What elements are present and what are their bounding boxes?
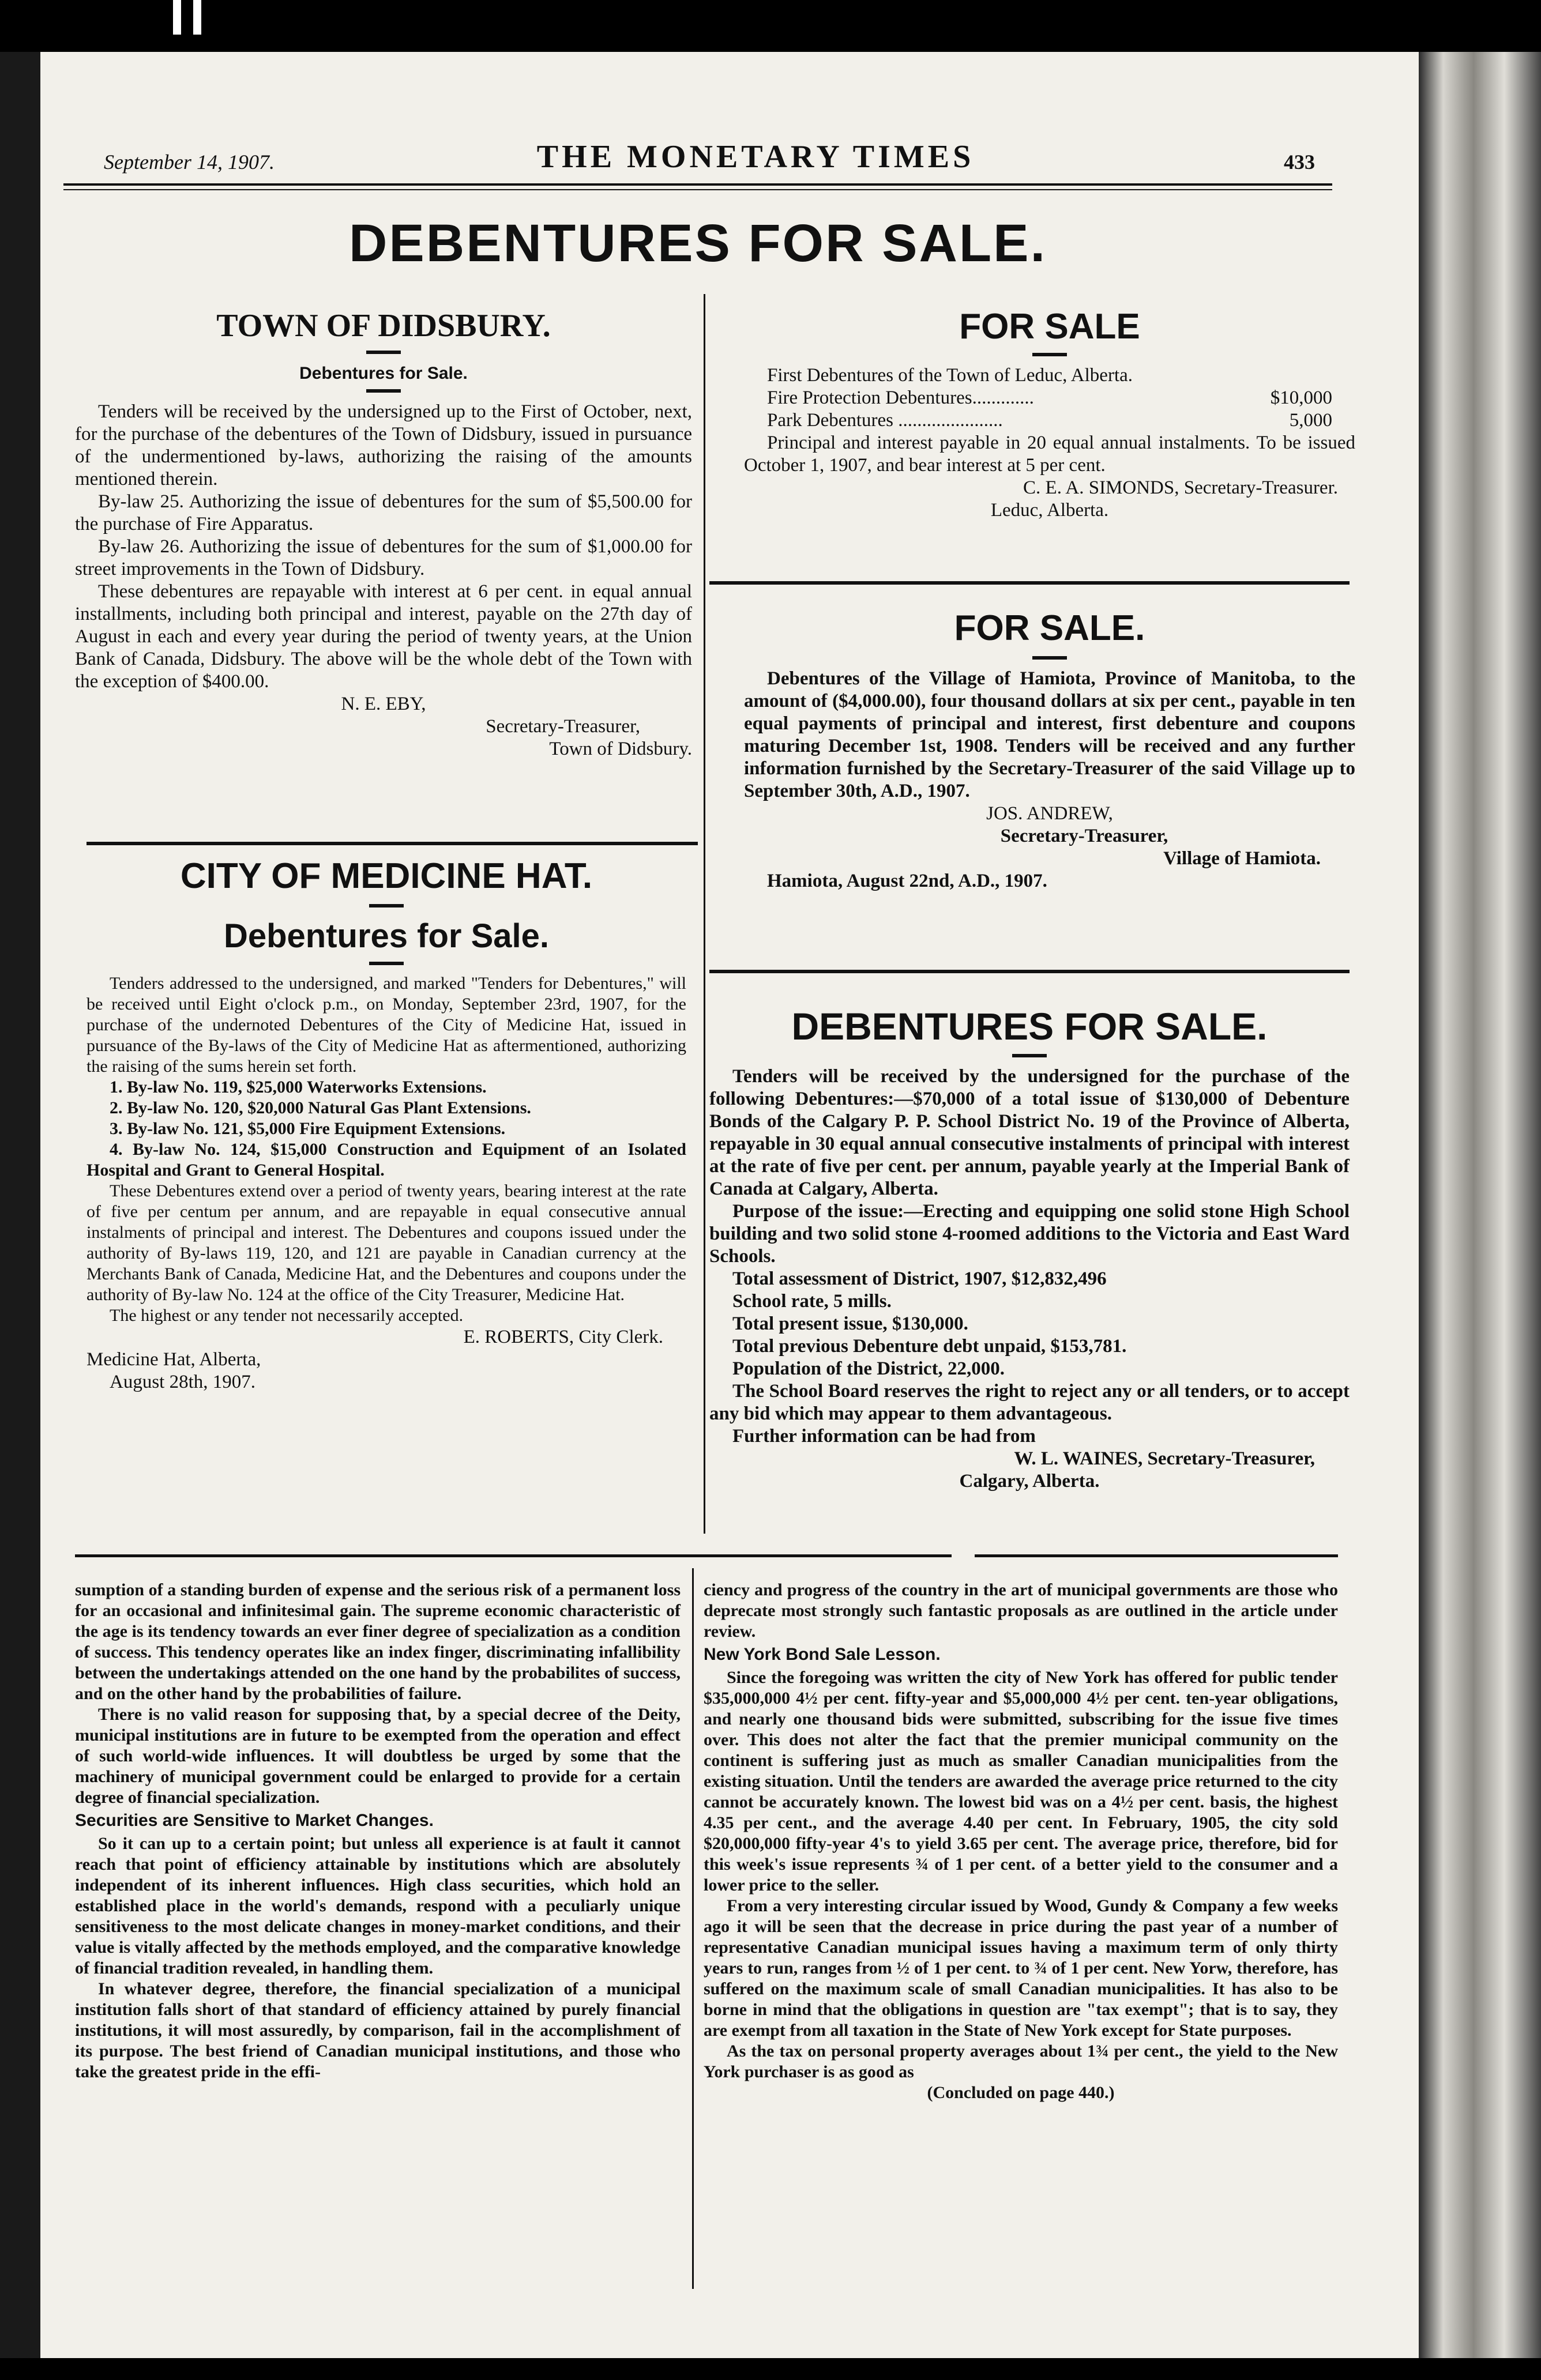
notice-place: Medicine Hat, Alberta, bbox=[87, 1349, 261, 1370]
paragraph: There is no valid reason for supposing that, by a special decree of the Deity, municipal institutions are in future to be exempted from the operation and effect of such world-wide influences. It will doubtless be urged by some that the machinery of municipal government could be enlarged to provide for a certain degree of financial specialization. bbox=[75, 1705, 681, 1807]
divider bbox=[369, 904, 404, 907]
signature-title: Secretary-Treasurer, bbox=[486, 716, 640, 737]
section-heading: Securities are Sensitive to Market Changes. bbox=[75, 1811, 434, 1830]
paragraph: The highest or any tender not necessarily accepted. bbox=[110, 1306, 464, 1325]
paragraph: These debentures are repayable with interest at 6 per cent. in equal annual installments, including both principal and interest, payable on the 27th day of August in each and every year during the period of twenty years, at the Union Bank of Canada, Didsbury. The above will be the whole debt of the Town with the exception of $400.00. bbox=[75, 581, 692, 692]
paragraph: Tenders will be received by the undersigned for the purchase of the following Debentures:—$70,000 of a total issue of $130,000 of Debenture Bonds of the Calgary P. P. School District No. 19 of the Province of Alberta, repayable in 30 equal annual consecutive instalments of principal with interest at the rate of five per cent. per annum, payable yearly at the Imperial Bank of Canada at Calgary, Alberta. bbox=[709, 1066, 1350, 1199]
notice-subtitle: Debentures for Sale. bbox=[299, 364, 468, 383]
film-edge-mark bbox=[193, 0, 201, 35]
debenture-row bbox=[744, 409, 1355, 432]
fact-line: Total present issue, $130,000. bbox=[732, 1313, 968, 1334]
bylaw-item: 2. By-law No. 120, $20,000 Natural Gas Plant Extensions. bbox=[110, 1098, 531, 1117]
section-rule bbox=[75, 1554, 952, 1557]
column-rule bbox=[692, 1568, 694, 2289]
notice-title: FOR SALE bbox=[959, 307, 1140, 347]
article-left-column bbox=[75, 1580, 681, 2082]
paragraph: Debentures of the Village of Hamiota, Province of Manitoba, to the amount of ($4,000.00), four thousand dollars at six per cent., payable in ten equal payments of principal and interest, first debenture and coupons maturing December 1st, 1908. Tenders will be received and any further information furnished by the Secretary-Treasurer of the said Village up to September 30th, A.D., 1907. bbox=[744, 668, 1355, 801]
section-heading: New York Bond Sale Lesson. bbox=[704, 1645, 941, 1664]
paragraph: In whatever degree, therefore, the financial specialization of a municipal institution falls short of that standard of efficiency attained by purely financial institutions, it will most assuredly, by comparison, fail in the accomplishment of its purpose. The best friend of Canadian municipal institutions, and those who take the greatest pride in the effi- bbox=[75, 1979, 681, 2081]
paragraph: Since the foregoing was written the city of New York has offered for public tender $35,000,000 4½ per cent. fifty-year and $5,000,000 4½ per cent. ten-year obligations, and nearly one thousand bids were submitted, subscribing for the issue five times over. This does not alter the fact that the premier municipal community on the continent is suffering just as much as smaller Canadian municipalities from the existing situation. Until the tenders are awarded the average price returned to the city cannot be accurately known. The lowest bid was on a 4½ per cent. basis, the highest 4.35 per cent., and the average 4.40 per cent. In February, 1905, the city sold $20,000,000 fifty-year 4's to yield 3.65 per cent. The average price, therefore, bid for this week's issue represents ¾ of 1 per cent. of a better yield to the consumer and a lower price to the seller. bbox=[704, 1668, 1338, 1895]
signature: C. E. A. SIMONDS, Secretary-Treasurer. bbox=[1023, 477, 1338, 498]
fact-line: School rate, 5 mills. bbox=[732, 1291, 892, 1312]
paragraph: Tenders will be received by the undersigned up to the First of October, next, for the purchase of the debentures of the Town of Didsbury, issued in pursuance of the undermentioned by-laws, authorizing the raising of the amounts mentioned therein. bbox=[75, 401, 692, 489]
fact-line: Population of the District, 22,000. bbox=[732, 1358, 1005, 1379]
divider bbox=[1032, 656, 1067, 660]
masthead bbox=[63, 138, 1332, 173]
paragraph: ciency and progress of the country in the art of municipal governments are those who deprecate most strongly such fantastic proposals as are outlined in the article under review. bbox=[704, 1580, 1338, 1641]
signature-title: Secretary-Treasurer, bbox=[1000, 826, 1168, 846]
bylaw-item: 1. By-law No. 119, $25,000 Waterworks Extensions. bbox=[110, 1078, 487, 1097]
paragraph: Purpose of the issue:—Erecting and equipping one solid stone High School building and two solid stone 4-roomed additions to the Victoria and East Ward Schools. bbox=[709, 1201, 1350, 1267]
article-right-column bbox=[704, 1580, 1338, 2103]
page-binding bbox=[1419, 52, 1541, 2358]
notice-title: CITY OF MEDICINE HAT. bbox=[180, 856, 593, 896]
notice-title: TOWN OF DIDSBURY. bbox=[216, 308, 551, 344]
fact-line: Total previous Debenture debt unpaid, $153,781. bbox=[732, 1336, 1127, 1357]
notice-date: Hamiota, August 22nd, A.D., 1907. bbox=[767, 871, 1047, 891]
calgary-notice bbox=[709, 1003, 1350, 1493]
bylaw-item: 4. By-law No. 124, $15,000 Construction and Equipment of an Isolated Hospital and Grant to General Hospital. bbox=[87, 1140, 686, 1180]
paragraph: Tenders addressed to the undersigned, and marked "Tenders for Debentures," will be received until Eight o'clock p.m., on Monday, September 23rd, 1907, for the purchase of the undernoted Debentures of the City of Medicine Hat, issued in pursuance of the By-laws of the City of Medicine Hat as aftermentioned, authorizing the raising of the sums herein set forth. bbox=[87, 974, 686, 1076]
section-rule bbox=[87, 842, 698, 845]
signature-place: Leduc, Alberta. bbox=[990, 500, 1109, 521]
paragraph: By-law 26. Authorizing the issue of debentures for the sum of $1,000.00 for street improvements in the Town of Didsbury. bbox=[75, 536, 692, 579]
medicine-hat-notice bbox=[87, 853, 686, 1394]
film-edge-mark bbox=[173, 0, 181, 35]
signature: W. L. WAINES, Secretary-Treasurer, bbox=[1014, 1448, 1315, 1469]
divider bbox=[369, 962, 404, 965]
signature-place: Calgary, Alberta. bbox=[959, 1471, 1100, 1492]
signature-place: Village of Hamiota. bbox=[1163, 848, 1321, 869]
issue-date: September 14, 1907. bbox=[104, 150, 275, 174]
debenture-line: First Debentures of the Town of Leduc, Alberta. bbox=[767, 365, 1133, 386]
paragraph: Further information can be had from bbox=[732, 1426, 1036, 1447]
signature: E. ROBERTS, City Clerk. bbox=[463, 1327, 663, 1347]
adjacent-page-strip bbox=[0, 52, 40, 2358]
section-rule bbox=[975, 1554, 1338, 1557]
notice-title: DEBENTURES FOR SALE. bbox=[791, 1005, 1268, 1048]
bylaw-item: 3. By-law No. 121, $5,000 Fire Equipment Extensions. bbox=[110, 1119, 506, 1138]
divider bbox=[1032, 353, 1067, 356]
page-banner: DEBENTURES FOR SALE. bbox=[348, 214, 1047, 273]
paragraph: The School Board reserves the right to reject any or all tenders, or to accept any bid which may appear to them advantageous. bbox=[709, 1381, 1350, 1424]
continuation-note: (Concluded on page 440.) bbox=[927, 2083, 1115, 2102]
debenture-label: Fire Protection Debentures............. bbox=[767, 387, 1034, 408]
debenture-amount: $10,000 bbox=[1270, 387, 1332, 408]
paragraph: As the tax on personal property averages about 1¾ per cent., the yield to the New York purchaser is as good as bbox=[704, 2042, 1338, 2081]
paragraph: By-law 25. Authorizing the issue of debentures for the sum of $5,500.00 for the purchase of Fire Apparatus. bbox=[75, 491, 692, 534]
fact-line: Total assessment of District, 1907, $12,832,496 bbox=[732, 1268, 1107, 1289]
section-rule bbox=[709, 581, 1350, 585]
page-number: 433 bbox=[1284, 150, 1315, 174]
masthead-rule bbox=[63, 183, 1332, 186]
paragraph: Principal and interest payable in 20 equal annual instalments. To be issued October 1, 1907, and bear interest at 5 per cent. bbox=[744, 432, 1355, 476]
divider bbox=[366, 351, 401, 354]
debenture-amount: 5,000 bbox=[1289, 410, 1332, 431]
masthead-rule bbox=[63, 189, 1332, 190]
notice-date: August 28th, 1907. bbox=[110, 1372, 256, 1392]
publication-title: THE MONETARY TIMES bbox=[536, 139, 975, 175]
paragraph: From a very interesting circular issued by Wood, Gundy & Company a few weeks ago it will be seen that the decrease in price during the past year of a number of representative Canadian municipal issues having a maximum term of only thirty years to run, ranges from ½ of 1 per cent. to ¾ of 1 per cent. New Yorw, therefore, has suffered on the maximum scale of small Canadian municipalities. It has also to be borne in mind that the obligations in question are "tax exempt"; that is to say, they are exempt from all taxation in the State of New York except for State purposes. bbox=[704, 1896, 1338, 2040]
leduc-notice bbox=[744, 306, 1355, 522]
signature: JOS. ANDREW, bbox=[986, 803, 1113, 824]
signature: N. E. EBY, bbox=[341, 694, 426, 714]
divider bbox=[1012, 1054, 1047, 1057]
didsbury-notice bbox=[75, 306, 692, 760]
hamiota-notice bbox=[744, 605, 1355, 892]
signature-place: Town of Didsbury. bbox=[549, 739, 692, 759]
notice-title: FOR SALE. bbox=[954, 608, 1145, 648]
divider bbox=[366, 389, 401, 393]
paragraph: So it can up to a certain point; but unless all experience is at fault it cannot reach that point of efficiency attainable by institutions which are absolutely independent of its inherent influences. High class securities, which hold an established place in the world's demands, respond with a peculiarly unique sensitiveness to the most delicate changes in money-market conditions, and their value is vitally affected by the methods employed, and the comparative knowledge of financial tradition revealed, in handling them. bbox=[75, 1834, 681, 1978]
debenture-row bbox=[744, 387, 1355, 409]
notice-subtitle: Debentures for Sale. bbox=[223, 917, 550, 955]
section-rule bbox=[709, 970, 1350, 973]
column-rule bbox=[704, 294, 705, 1534]
debenture-label: Park Debentures ...................... bbox=[767, 410, 1003, 431]
paragraph: sumption of a standing burden of expense and the serious risk of a permanent loss for an occasional and infinitesimal gain. The supreme economic characteristic of the age is its tendency towards an ever finer degree of specialization as a condition of success. This tendency operates like an index finger, discriminating infallibility between the undertakings attended on the one hand by the probabilites of success, and on the other hand by the probabilities of failure. bbox=[75, 1580, 681, 1703]
paragraph: These Debentures extend over a period of twenty years, bearing interest at the rate of five per centum per annum, and are repayable in equal consecutive annual instalments of principal and interest. The Debentures and coupons issued under the authority of By-laws 119, 120, and 121 are payable in Canadian currency at the Merchants Bank of Canada, Medicine Hat, and the Debentures and coupons under the authority of By-law No. 124 at the office of the City Treasurer, Medicine Hat. bbox=[87, 1181, 686, 1304]
